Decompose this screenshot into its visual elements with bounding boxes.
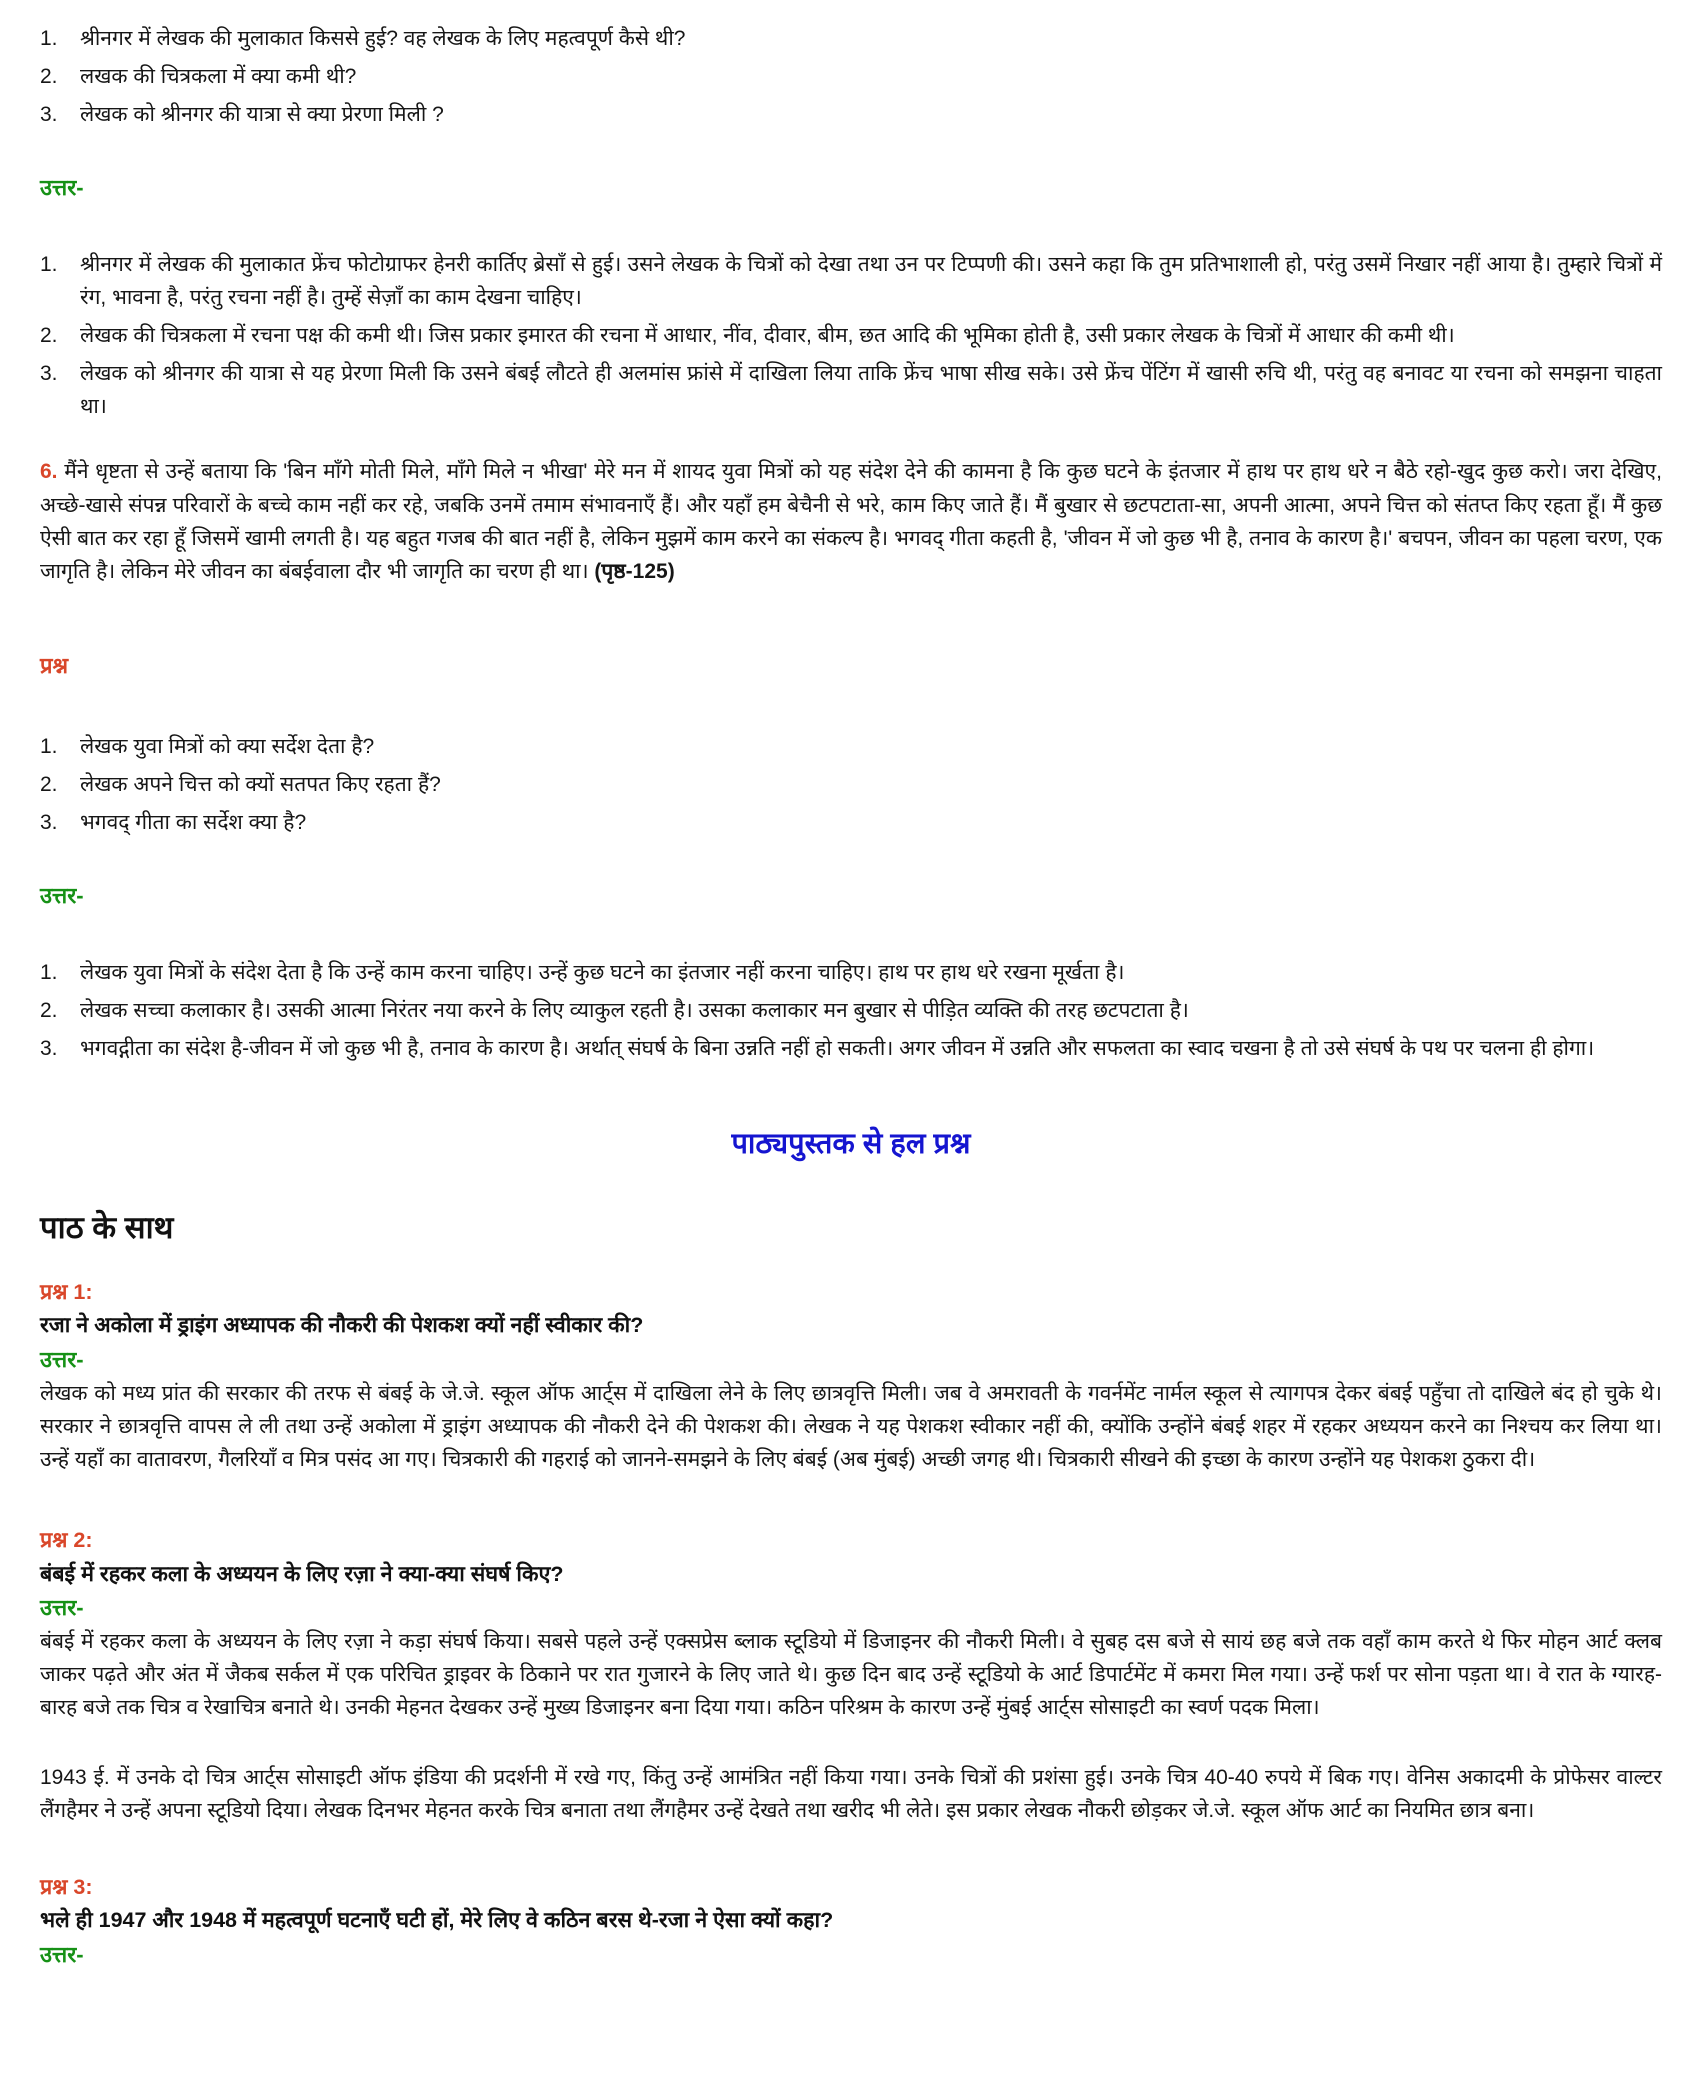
question-text: लेखक अपने चित्त को क्यों सतपत किए रहता हैं? <box>80 773 441 797</box>
question-label: प्रश्न 1: <box>40 1280 93 1305</box>
question-text: लेखक युवा मित्रों को क्या सर्देश देता है? <box>80 735 375 759</box>
subsection-title: पाठ के साथ <box>40 1210 174 1246</box>
intro-question-list <box>40 22 1662 132</box>
answer-text: श्रीनगर में लेखक की मुलाकात फ्रेंच फोटोग्राफर हेनरी कार्तिए ब्रेसाँ से हुई। उसने लेखक के चित्रों को देखा तथा उन पर टिप्पणी की। उसने कहा कि तुम प्रतिभाशाली हो, परंतु उसमें निखार नहीं आया है। तुम्हारे चित्रों में रंग, भावना है, परंतु रचना नहीं है। तुम्हें सेज़ाँ का काम देखना चाहिए। <box>80 252 1662 309</box>
page-reference: (पृष्ठ-125) <box>594 559 675 583</box>
answer-text: लेखक सच्चा कलाकार है। उसकी आत्मा निरंतर नया करने के लिए व्याकुल रहती है। उसका कलाकार मन बुखार से पीड़ित व्यक्ति की तरह छटपटाता है। <box>80 998 1189 1022</box>
question-text: श्रीनगर में लेखक की मुलाकात किससे हुई? वह लेखक के लिए महत्वपूर्ण कैसे थी? <box>80 27 686 50</box>
list-item <box>40 357 1662 423</box>
answer-list <box>40 248 1662 424</box>
list-number: 2. <box>40 773 58 797</box>
list-item <box>40 806 1662 839</box>
list-number: 2. <box>40 323 58 347</box>
list-item <box>40 248 1662 314</box>
list-number: 2. <box>40 65 58 89</box>
list-item <box>40 994 1662 1027</box>
excerpt-passage <box>40 455 1662 588</box>
list-item <box>40 768 1662 801</box>
qa-block-1 <box>40 1276 1662 1476</box>
answer-text: लेखक को श्रीनगर की यात्रा से यह प्रेरणा मिली कि उसने बंबई लौटते ही अलमांस फ्रांसे में दाखिला लिया ताकि फ्रेंच भाषा सीख सके। उसे फ्रेंच पेंटिंग में खासी रुचि थी, परंतु वह बनावट या रचना को समझना चाहता था। <box>80 362 1662 419</box>
answer-text: लेखक युवा मित्रों के संदेश देता है कि उन्हें काम करना चाहिए। उन्हें कुछ घटने का इंतजार नहीं करना चाहिए। हाथ पर हाथ धरे रखना मूर्खता है। <box>80 960 1125 984</box>
answer-text: लेखक की चित्रकला में रचना पक्ष की कमी थी। जिस प्रकार इमारत की रचना में आधार, नींव, दीवार, बीम, छत आदि की भूमिका होती है, उसी प्रकार लेखक के चित्रों में आधार की कमी थी। <box>80 323 1455 347</box>
question-label: प्रश्न 3: <box>40 1874 93 1899</box>
list-number: 1. <box>40 960 58 984</box>
answer-label: उत्तर- <box>40 1346 84 1372</box>
list-item <box>40 98 1662 131</box>
passage-number: 6. <box>40 460 58 484</box>
list-number: 1. <box>40 252 58 276</box>
list-item <box>40 1032 1662 1065</box>
list-number: 3. <box>40 811 58 835</box>
question-text: भगवद् गीता का सर्देश क्या है? <box>80 811 307 835</box>
question-text: भले ही 1947 और 1948 में महत्वपूर्ण घटनाएँ घटी हों, मेरे लिए वे कठिन बरस थे-रजा ने ऐसा क्यों कहा? <box>40 1908 834 1933</box>
answer-label: उत्तर- <box>40 1941 84 1967</box>
list-number: 3. <box>40 1036 58 1060</box>
answer-paragraph: लेखक को मध्य प्रांत की सरकार की तरफ से बंबई के जे.जे. स्कूल ऑफ आर्ट्स में दाखिला लेने के लिए छात्रवृत्ति मिली। जब वे अमरावती के गवर्नमेंट नार्मल स्कूल से त्यागपत्र देकर बंबई पहुँचा तो दाखिले बंद हो चुके थे। सरकार ने छात्रवृत्ति वापस ले ली तथा उन्हें अकोला में ड्राइंग अध्यापक की नौकरी देने की पेशकश की। लेखक ने यह पेशकश स्वीकार नहीं की, क्योंकि उन्होंने बंबई शहर में रहकर अध्ययन करने का निश्चय कर लिया था। उन्हें यहाँ का वातावरण, गैलरियाँ व मित्र पसंद आ गए। चित्रकारी की गहराई को जानने-समझने के लिए बंबई (अब मुंबई) अच्छी जगह थी। चित्रकारी सीखने की इच्छा के कारण उन्होंने यह पेशकश ठुकरा दी। <box>40 1381 1662 1472</box>
question-text: रजा ने अकोला में ड्राइंग अध्यापक की नौकरी की पेशकश क्यों नहीं स्वीकार की? <box>40 1313 644 1338</box>
qa-block-2 <box>40 1524 1662 1827</box>
list-item <box>40 319 1662 352</box>
list-number: 2. <box>40 998 58 1022</box>
question-text: लखक की चित्रकला में क्या कमी थी? <box>80 65 357 89</box>
question-text: बंबई में रहकर कला के अध्ययन के लिए रज़ा ने क्या-क्या संघर्ष किए? <box>40 1561 564 1586</box>
answer-heading: उत्तर- <box>40 174 84 200</box>
section-title: पाठ्यपुस्तक से हल प्रश्न <box>731 1128 971 1161</box>
list-number: 3. <box>40 103 58 127</box>
question-heading: प्रश्न <box>40 653 69 679</box>
answer-heading: उत्तर- <box>40 882 84 908</box>
list-item <box>40 730 1662 763</box>
list-number: 1. <box>40 735 58 759</box>
list-item <box>40 22 1662 55</box>
answer-paragraph: बंबई में रहकर कला के अध्ययन के लिए रज़ा ने कड़ा संघर्ष किया। सबसे पहले उन्हें एक्सप्रेस ब्लाक स्टूडियो में डिजाइनर की नौकरी मिली। वे सुबह दस बजे से सायं छह बजे तक वहाँ काम करते थे फिर मोहन आर्ट क्लब जाकर पढ़ते और अंत में जैकब सर्कल में एक परिचित ड्राइवर के ठिकाने पर रात गुजारने के लिए जाते थे। कुछ दिन बाद उन्हें स्टूडियो के आर्ट डिपार्टमेंट में कमरा मिल गया। उन्हें फर्श पर सोना पड़ता था। वे रात के ग्यारह-बारह बजे तक चित्र व रेखाचित्र बनाते थे। उनकी मेहनत देखकर उन्हें मुख्य डिजाइनर बना दिया गया। कठिन परिश्रम के कारण उन्हें मुंबई आर्ट्स सोसाइटी का स्वर्ण पदक मिला। <box>40 1630 1662 1720</box>
passage-text: मैंने धृष्टता से उन्हें बताया कि 'बिन माँगे मोती मिले, माँगे मिले न भीखा' मेरे मन में शायद युवा मित्रों को यह संदेश देने की कामना है कि कुछ घटने के इंतजार में हाथ पर हाथ धरे न बैठे रहो-खुद कुछ करो। जरा देखिए, अच्छे-खासे संपन्न परिवारों के बच्चे काम नहीं कर रहे, जबकि उनमें तमाम संभावनाएँ हैं। और यहाँ हम बेचैनी से भरे, काम किए जाते हैं। मैं बुखार से छटपटाता-सा, अपनी आत्मा, अपने चित्त को संतप्त किए रहता हूँ। मैं कुछ ऐसी बात कर रहा हूँ जिसमें खामी लगती है। यह बहुत गजब की बात नहीं है, लेकिन मुझमें काम करने का संकल्प है। भगवद् गीता कहती है, 'जीवन में जो कुछ भी है, तनाव के कारण है।' बचपन, जीवन का पहला चरण, एक जागृति है। लेकिन मेरे जीवन का बंबईवाला दौर भी जागृति का चरण ही था। <box>40 460 1662 583</box>
question-label: प्रश्न 2: <box>40 1528 93 1553</box>
list-number: 1. <box>40 27 58 50</box>
list-number: 3. <box>40 362 58 386</box>
question-list <box>40 730 1662 840</box>
list-item <box>40 60 1662 93</box>
question-text: लेखक को श्रीनगर की यात्रा से क्या प्रेरणा मिली ? <box>80 103 444 127</box>
answer-label: उत्तर- <box>40 1594 84 1620</box>
answer-text: भगवद्गीता का संदेश है-जीवन में जो कुछ भी है, तनाव के कारण है। अर्थात् संघर्ष के बिना उन्नति नहीं हो सकती। अगर जीवन में उन्नति और सफलता का स्वाद चखना है तो उसे संघर्ष के पथ पर चलना ही होगा। <box>80 1036 1595 1060</box>
answer-list <box>40 956 1662 1066</box>
answer-paragraph: 1943 ई. में उनके दो चित्र आर्ट्स सोसाइटी ऑफ इंडिया की प्रदर्शनी में रखे गए, किंतु उन्हें आमंत्रित नहीं किया गया। उनके चित्रों की प्रशंसा हुई। उनके चित्र 40-40 रुपये में बिक गए। वेनिस अकादमी के प्रोफेसर वाल्टर लैंगहैमर ने उन्हें अपना स्टूडियो दिया। लेखक दिनभर मेहनत करके चित्र बनाता तथा लैंगहैमर उन्हें देखते तथा खरीद भी लेते। इस प्रकार लेखक नौकरी छोड़कर जे.जे. स्कूल ऑफ आर्ट का नियमित छात्र बना। <box>40 1765 1662 1822</box>
qa-block-3 <box>40 1871 1662 1972</box>
list-item <box>40 956 1662 989</box>
